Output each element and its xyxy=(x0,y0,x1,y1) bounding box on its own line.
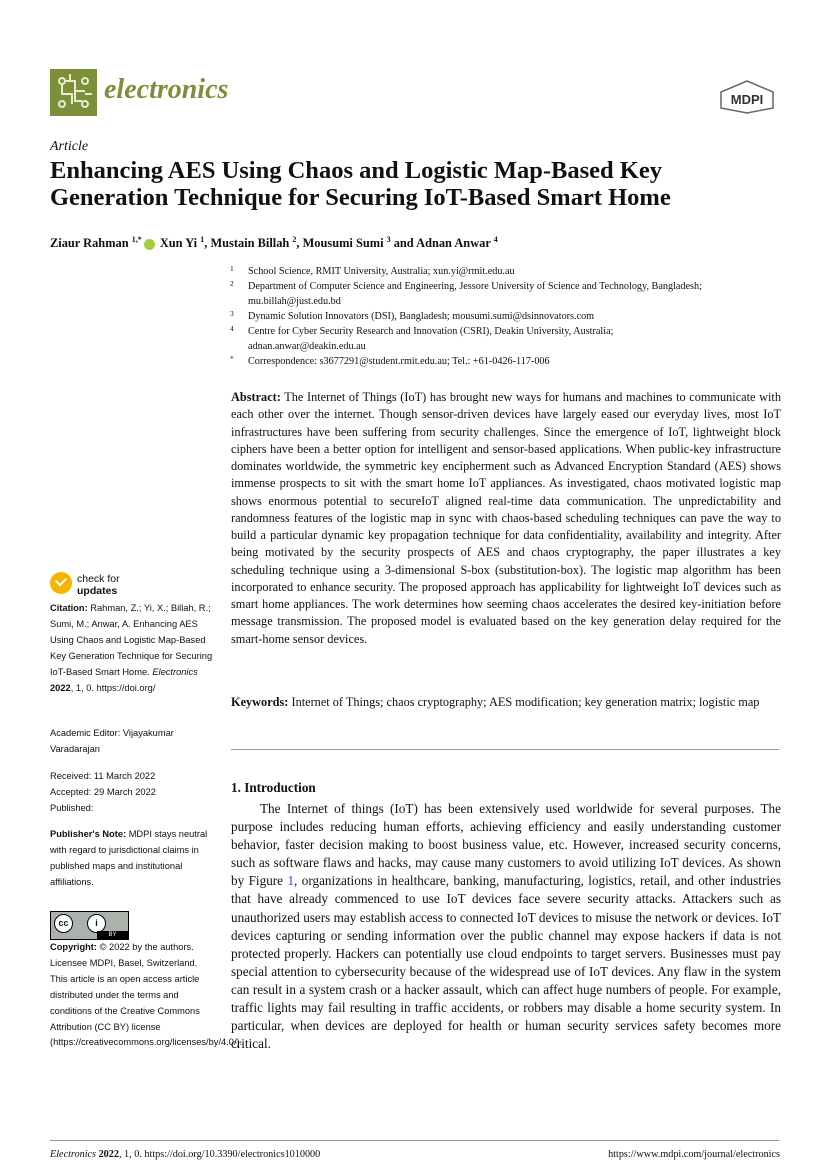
section-heading: 1. Introduction xyxy=(231,780,316,795)
author-name: Xun Yi xyxy=(159,236,198,251)
journal-name: electronics xyxy=(104,74,229,105)
publisher-note: Publisher's Note: MDPI stays neutral with regard to jurisdictional claims in published maps and institutional affiliations. xyxy=(50,829,208,887)
keywords-text: Internet of Things; chaos cryptography; AES modification; key generation matrix; logistic map xyxy=(291,695,760,709)
academic-editor: Academic Editor: Vijayakumar Varadarajan xyxy=(50,728,174,754)
copyright: Copyright: © 2022 by the authors. Licensee MDPI, Basel, Switzerland. This article is an open access article distributed under the terms and conditions of the Creative Commons Attribution (CC BY) license (https://creativecommons.org/licenses/by/4.0/). xyxy=(50,942,243,1048)
cc-icon: cc xyxy=(54,914,73,933)
author-name: Mousumi Sumi xyxy=(302,236,384,251)
published-date: Published: xyxy=(50,802,94,813)
footer-divider xyxy=(50,1140,779,1141)
footer-journal-url[interactable]: https://www.mdpi.com/journal/electronics xyxy=(608,1149,780,1160)
affiliation: 1 School Science, RMIT University, Australia; xun.yi@rmit.edu.au xyxy=(230,264,515,277)
figure-link[interactable]: 1 xyxy=(287,873,295,889)
footer-citation: Electronics 2022, 1, 0. https://doi.org/10.3390/electronics1010000 xyxy=(50,1149,321,1160)
journal-logo-icon xyxy=(50,69,97,116)
affiliation: 4 Centre for Cyber Security Research and Innovation (CSRI), Deakin University, Australia; adnan.anwar@deakin.edu.au xyxy=(230,324,614,352)
affiliations xyxy=(230,264,782,369)
author-affil: 1 xyxy=(200,235,205,244)
keywords-label: Keywords: xyxy=(231,695,289,709)
author-name: Ziaur Rahman xyxy=(50,236,129,251)
author-affil: 1,* xyxy=(131,235,142,244)
author-affil: 4 xyxy=(493,235,498,244)
dates xyxy=(50,769,215,817)
affiliation: 2 Department of Computer Science and Engineering, Jessore University of Science and Technology, Bangladesh; mu.billah@just.edu.bd xyxy=(230,279,702,307)
correspondence: * Correspondence: s3677291@student.rmit.edu.au; Tel.: +61-0426-117-006 xyxy=(230,354,550,367)
author-list: Ziaur Rahman $^{1,*}$ Xun Yi $^1$, Mustain Billah $^2$, Mousumi Sumi $^3$ and Adnan Anwar $^4$ xyxy=(50,235,498,251)
svg-text:MDPI: MDPI xyxy=(730,92,764,107)
accepted-date: Accepted: 29 March 2022 xyxy=(50,786,156,797)
author-name: Mustain Billah xyxy=(210,236,290,251)
check-icon xyxy=(50,572,72,594)
article-type: Article xyxy=(50,139,89,154)
cc-by-label: BY xyxy=(97,931,128,939)
affiliation: 3 Dynamic Solution Innovators (DSI), Bangladesh; mousumi.sumi@dsinnovators.com xyxy=(230,309,595,322)
paper-title: Enhancing AES Using Chaos and Logistic Map-Based Key Generation Technique for Securing IoT-Based Smart Home xyxy=(50,157,671,211)
cc-by-license-icon[interactable] xyxy=(50,911,129,940)
author-affil: 3 xyxy=(386,235,391,244)
mdpi-logo xyxy=(718,80,776,114)
attribution-icon: i xyxy=(87,914,106,933)
citation: Citation: Rahman, Z.; Yi, X.; Billah, R.; Sumi, M.; Anwar, A. Enhancing AES Using Chaos and Logistic Map-Based Key Generation Technique for Securing IoT-Based Smart Home. Electronics 2022, 1, 0. https://doi.org/ xyxy=(50,603,213,693)
abstract-label: Abstract: xyxy=(231,390,281,404)
abstract-text: The Internet of Things (IoT) has brought new ways for humans and machines to communicate with each other over the internet. Though sensor-driven devices have largely eased our everyday lives, most IoT infrastructures have been suffering from security challenges. Since the emergence of IoT, lightweight block ciphers have been a better option for intelligent and sensor-based applications. When public-key infrastructure dominates worldwide, the symmetric key encipherment such as Advanced Encryption Standard (AES) shows immense prospects to sit with the smart home IoT appliances. As investigated, chaos motivated logistic map shows enormous potential to secureIoT aligned real-time data communication. The unpredictability and randomness features of the logistic map in sync with chaos-based scheduling techniques can pave the way to build a particular dynamic key propagation technique for data confidentiality, availability and integrity. After being motivated by the security prospects of AES and chaos cryptography, the paper illustrates a key scheduling technique using a 3-dimensional S-box (substitution-box). The logistic map algorithm has been incorporated to enhance security. The proposed approach has applicability for lightweight IoT devices such as smart home appliances. The work determines how seeming chaos accelerates the desired key-initiation before message transmission. The proposed model is evaluated based on the key generation delay required for the smart-home sensor devices. xyxy=(231,390,781,646)
author-affil: 2 xyxy=(292,235,297,244)
divider xyxy=(231,749,779,750)
abstract xyxy=(231,389,781,648)
received-date: Received: 11 March 2022 xyxy=(50,771,156,781)
author-name: Adnan Anwar xyxy=(416,236,491,251)
keywords xyxy=(231,694,781,711)
orcid-icon[interactable] xyxy=(144,239,155,250)
section-body: The Internet of things (IoT) has been extensively used worldwide for several purposes. The purpose includes reducing human efforts, achieving efficiency and easily understanding customer behavior, faster decision making to boost business value, etc. However, increased security concerns, such as software flaws and hacks, may cause many customers to avoid utilizing IoT devices. As shown by Figure 1, organizations in healthcare, banking, manufacturing, logistics, retail, and other industries that have already commenced to use IoT devices face severe security attacks. Attackers such as unauthorized users may establish access to connected IoT devices to misuse the network or devices. IoT devices capturing or sending information over the public channel may expose hackers if data is not protected properly. Hackers can potentially use cloud endpoints to target servers. Businesses must pay special attention to cybersecurity because of the widespread use of IoT devices. Any flaw in the system can result in a system crash or a hacker assault, which can affect huge numbers of people. For example, traffic lights may fail resulting in traffic accidents, or robbers may disable a home security system. In particular, when devices are deployed for health or human security services safety becomes more critical. xyxy=(231,801,781,1052)
